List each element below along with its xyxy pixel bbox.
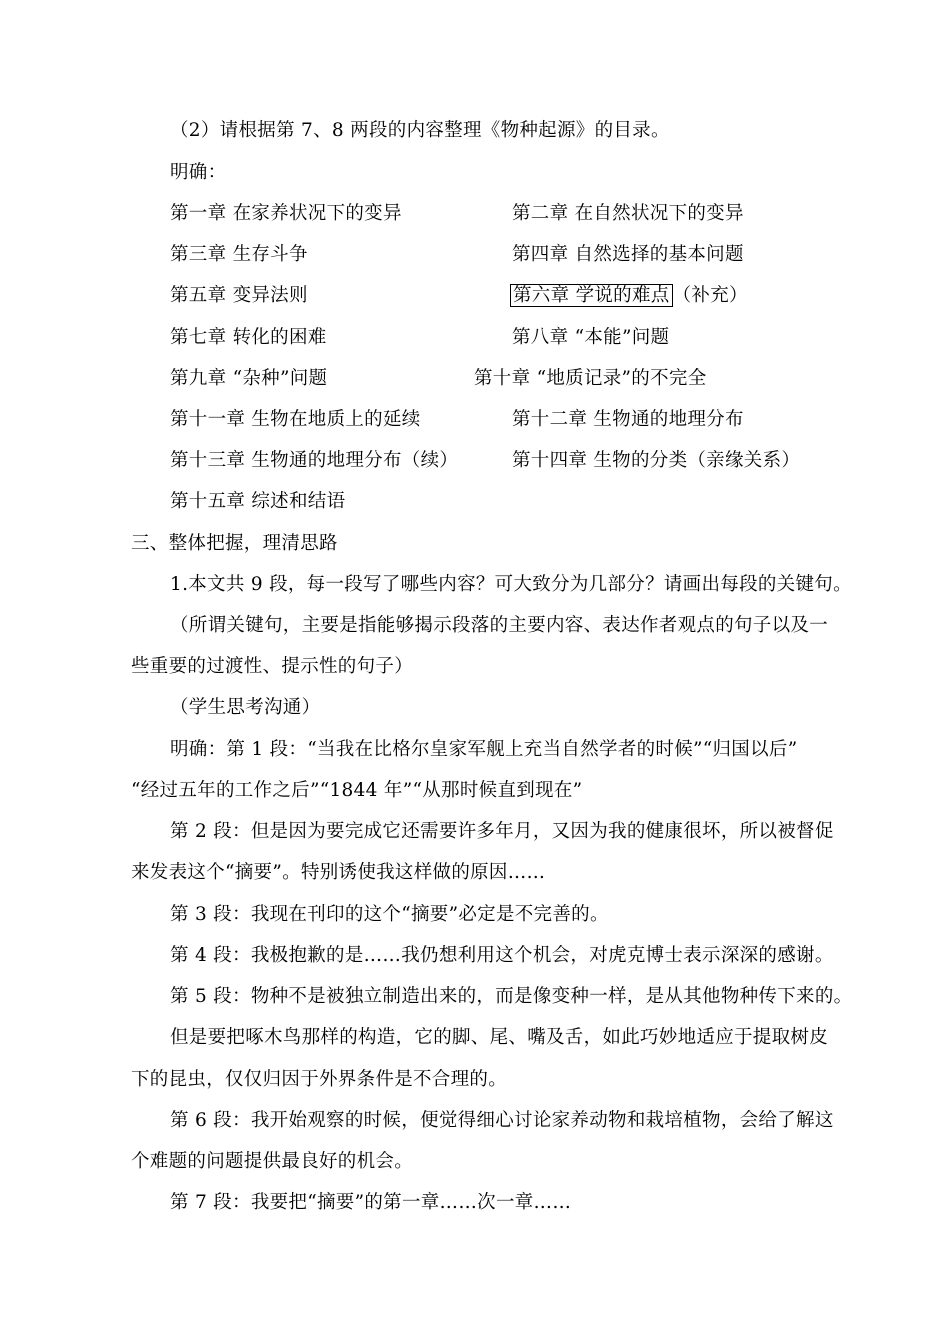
chapter-item: 第十三章 生物通的地理分布（续）	[170, 450, 459, 471]
chapter-item: 第十一章 生物在地质上的延续	[170, 409, 421, 430]
chapter-item: 第十章 “地质记录”的不完全	[474, 368, 707, 389]
question-text: （2）请根据第 7、8 两段的内容整理《物种起源》的目录。	[170, 120, 670, 141]
discussion-note: （学生思考沟通）	[170, 697, 321, 718]
paragraph-7: 第 7 段：我要把“摘要”的第一章……次一章……	[170, 1192, 572, 1213]
chapter-item: 第四章 自然选择的基本问题	[512, 244, 744, 265]
paragraph-5b-line-1: 但是要把啄木鸟那样的构造，它的脚、尾、嘴及舌，如此巧妙地适应于提取树皮	[170, 1027, 829, 1048]
chapter-item: 第二章 在自然状况下的变异	[512, 203, 744, 224]
chapter-item: 第八章 “本能”问题	[512, 327, 670, 348]
paragraph-4: 第 4 段：我极抱歉的是……我仍想利用这个机会，对虎克博士表示深深的感谢。	[170, 945, 834, 966]
paragraph-6-line-1: 第 6 段：我开始观察的时候，便觉得细心讨论家养动物和栽培植物，会给了解这	[170, 1110, 834, 1131]
answer-label: 明确：	[170, 162, 227, 183]
note-text: 些重要的过渡性、提示性的句子）	[131, 656, 414, 677]
chapter-item: 第七章 转化的困难	[170, 327, 327, 348]
chapter-item: 第一章 在家养状况下的变异	[170, 203, 402, 224]
section-heading: 三、整体把握，理清思路	[131, 533, 338, 554]
paragraph-1-line-1: 明确：第 1 段：“当我在比格尔皇家军舰上充当自然学者的时候”“归国以后”	[170, 739, 798, 760]
paragraph-5: 第 5 段：物种不是被独立制造出来的，而是像变种一样，是从其他物种传下来的。	[170, 986, 853, 1007]
chapter-item: 第五章 变异法则	[170, 285, 308, 306]
chapter-item: 第十二章 生物通的地理分布	[512, 409, 744, 430]
paragraph-2-line-1: 第 2 段：但是因为要完成它还需要许多年月，又因为我的健康很坏，所以被督促	[170, 821, 834, 842]
supplement-box: 第六章 学说的难点	[510, 284, 673, 307]
paragraph-3: 第 3 段：我现在刊印的这个“摘要”必定是不完善的。	[170, 904, 609, 925]
paragraph-6-line-2: 个难题的问题提供最良好的机会。	[131, 1151, 414, 1172]
chapter-item: 第九章 “杂种”问题	[170, 368, 328, 389]
paragraph-1-line-2: “经过五年的工作之后”“1844 年”“从那时候直到现在”	[131, 780, 583, 801]
paragraph-2-line-2: 来发表这个“摘要”。特别诱使我这样做的原因……	[131, 862, 546, 883]
chapter-item: 第十五章 综述和结语	[170, 491, 346, 512]
chapter-item: 第三章 生存斗争	[170, 244, 308, 265]
supplement-note: （补充）	[672, 285, 748, 306]
question-text: 1.本文共 9 段，每一段写了哪些内容？可大致分为几部分？请画出每段的关键句。	[170, 574, 852, 595]
paragraph-5b-line-2: 下的昆虫，仅仅归因于外界条件是不合理的。	[131, 1069, 508, 1090]
note-text: （所谓关键句，主要是指能够揭示段落的主要内容、表达作者观点的句子以及一	[170, 615, 829, 636]
chapter-item: 第十四章 生物的分类（亲缘关系）	[512, 450, 801, 471]
chapter-item-supplement	[510, 283, 748, 309]
